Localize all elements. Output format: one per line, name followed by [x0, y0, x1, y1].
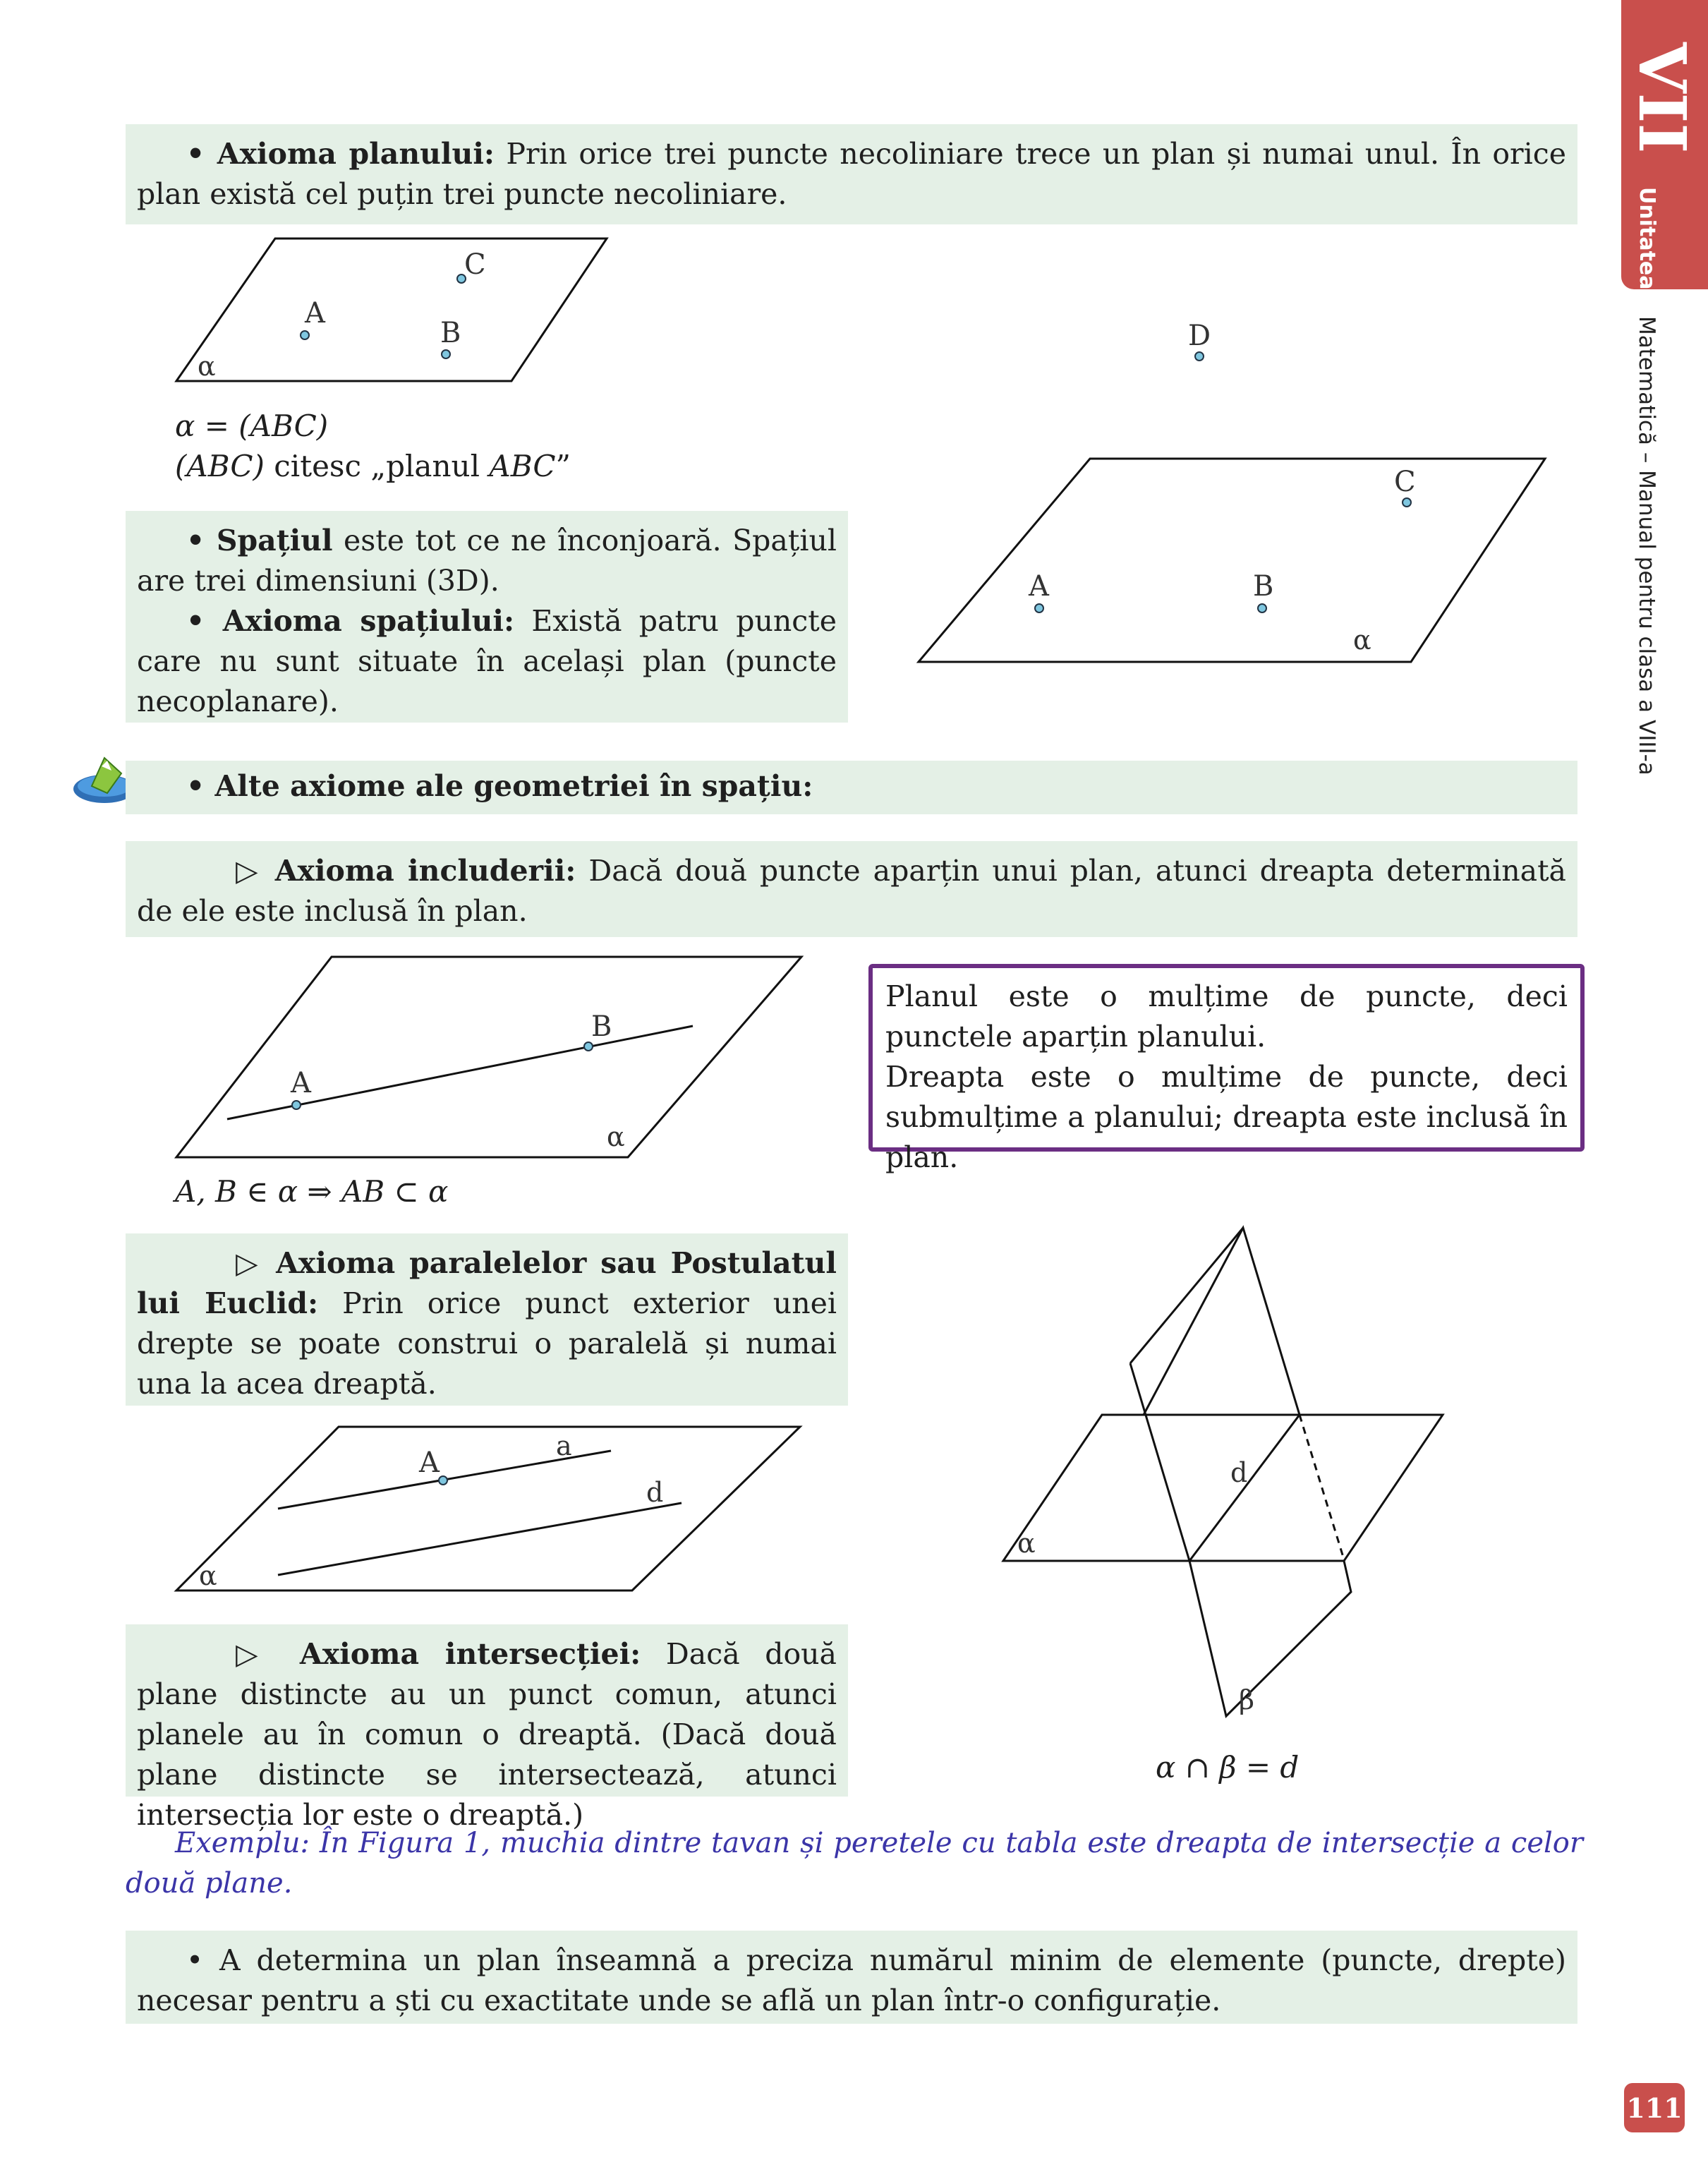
fig5-label-beta: β	[1239, 1684, 1254, 1715]
fig2-label-a: A	[1029, 570, 1049, 603]
other-axioms-box	[126, 761, 1577, 814]
space-box	[126, 511, 848, 723]
figure-noncoplanar-points	[910, 310, 1559, 677]
note-box	[868, 964, 1585, 1174]
fig3-label-b: B	[591, 1010, 612, 1043]
fig4-label-a-line: a	[556, 1430, 572, 1461]
axiom-plane-title: • Axioma planului:	[186, 137, 495, 171]
figure-plane-abc	[162, 233, 628, 395]
axiom-inclusion-title: ▷ Axioma includerii:	[236, 854, 576, 888]
other-axioms-title: • Alte axiome ale geometriei în spațiu:	[186, 769, 813, 803]
space-text: este tot ce ne înconjoară. Spațiul are trei dimensiuni (3D).	[137, 524, 837, 598]
fig1-label-a: A	[305, 297, 325, 330]
fig1-label-c: C	[464, 248, 486, 281]
notation-end: ”	[555, 449, 571, 483]
fig5-label-alpha: α	[1017, 1528, 1036, 1559]
notation-math2: ABC	[489, 449, 556, 483]
plane-notation-line1: α = (ABC)	[175, 409, 329, 443]
fig3-label-alpha: α	[607, 1121, 625, 1152]
determine-plane-box	[126, 1931, 1577, 2024]
book-title: Matematică – Manual pentru clasa a VIII-a	[1634, 316, 1659, 775]
axiom-parallels-text: Prin orice punct exterior unei drepte se poate construi o paralelă și numai una la acea dreaptă.	[137, 1286, 837, 1401]
notation-text: citesc „planul	[264, 449, 490, 483]
fig1-label-alpha: α	[198, 351, 216, 382]
fig4-label-alpha: α	[199, 1560, 217, 1591]
axiom-parallels-title: ▷ Axioma paralelelor sau Postulatul lui Euclid:	[137, 1246, 837, 1320]
example-text: Exemplu: În Figura 1, muchia dintre tavan și peretele cu tabla este dreapta de intersecție a celor două plane.	[126, 1827, 1583, 1900]
fig2-label-b: B	[1253, 570, 1274, 603]
fig2-label-alpha: α	[1353, 624, 1371, 656]
axiom-plane-text: Prin orice trei puncte necoliniare trece un plan și numai unul. În orice plan există cel puțin trei puncte necoliniare.	[137, 137, 1566, 211]
plane-notation-line2	[175, 446, 571, 486]
fig4-label-a-point: A	[419, 1447, 440, 1479]
fig2-label-c: C	[1394, 466, 1416, 498]
axiom-intersection-title: ▷ Axioma intersecției:	[236, 1637, 641, 1671]
axiom-parallels-box	[126, 1233, 848, 1406]
note-line1: Planul este o mulțime de puncte, deci punctele aparțin planului.	[885, 979, 1568, 1054]
notation-math: (ABC)	[175, 449, 265, 483]
unit-label: Unitatea	[1635, 187, 1659, 290]
figure-parallel-lines	[162, 1418, 811, 1602]
axiom-inclusion-box	[126, 841, 1577, 937]
axiom-intersection-box	[126, 1624, 848, 1832]
axiom-plane-box	[126, 124, 1577, 224]
fig1-label-b: B	[440, 317, 461, 349]
axiom-intersection-text: Dacă două plane distincte au un punct comun, atunci planele au în comun o dreaptă. (Dacă două plane distincte se intersectează, atunci intersecția lor este o dreaptă.)	[137, 1637, 837, 1832]
axiom-inclusion-text: Dacă două puncte aparțin unui plan, atunci dreapta determinată de ele este inclusă în plan.	[137, 854, 1566, 928]
figure-line-in-plane	[162, 946, 811, 1164]
page-number: 111	[1624, 2083, 1685, 2132]
space-title: • Spațiul	[186, 524, 333, 557]
figure-intersecting-planes	[988, 1214, 1467, 1736]
note-line2: Dreapta este o mulțime de puncte, deci submulțime a planului; dreapta este inclusă în plan.	[885, 1060, 1568, 1174]
fig4-label-d: d	[646, 1477, 664, 1508]
fig2-label-d: D	[1188, 320, 1211, 352]
fig5-label-d: d	[1230, 1457, 1248, 1488]
fig3-label-a: A	[291, 1067, 311, 1099]
determine-plane-text: • A determina un plan înseamnă a preciza numărul minim de elemente (puncte, drepte) necesar pentru a ști cu exactitate unde se află un plan într-o configurație.	[137, 1943, 1566, 2017]
axiom-space-title: • Axioma spațiului:	[186, 604, 515, 638]
axiom-space-text: Există patru puncte care nu sunt situate în același plan (puncte necoplanare).	[137, 604, 837, 718]
inclusion-formula: A, B ∈ α ⇒ AB ⊂ α	[175, 1174, 449, 1209]
intersection-formula: α ∩ β = d	[1156, 1750, 1300, 1785]
unit-number: VII	[1624, 42, 1700, 154]
